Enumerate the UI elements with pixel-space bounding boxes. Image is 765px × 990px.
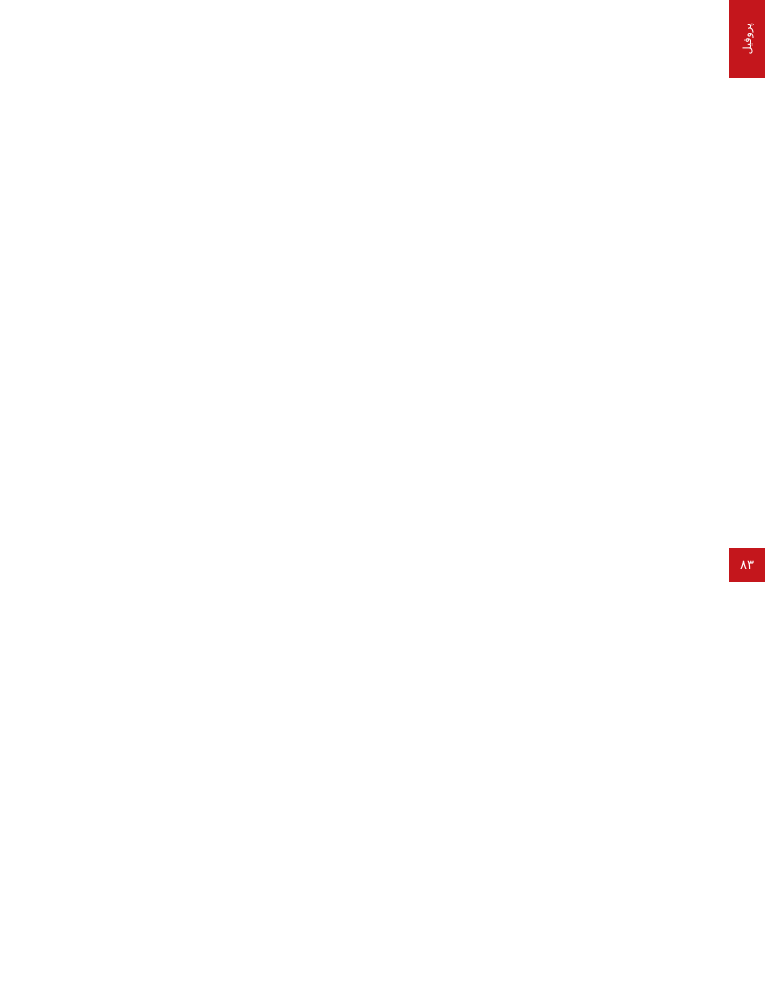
right-column <box>421 78 726 908</box>
left-column <box>96 78 401 908</box>
page-number: ۸۳ <box>729 548 765 582</box>
section-tab-label: پروفیل <box>740 23 754 55</box>
article-body <box>96 78 726 908</box>
section-tab <box>729 0 765 78</box>
